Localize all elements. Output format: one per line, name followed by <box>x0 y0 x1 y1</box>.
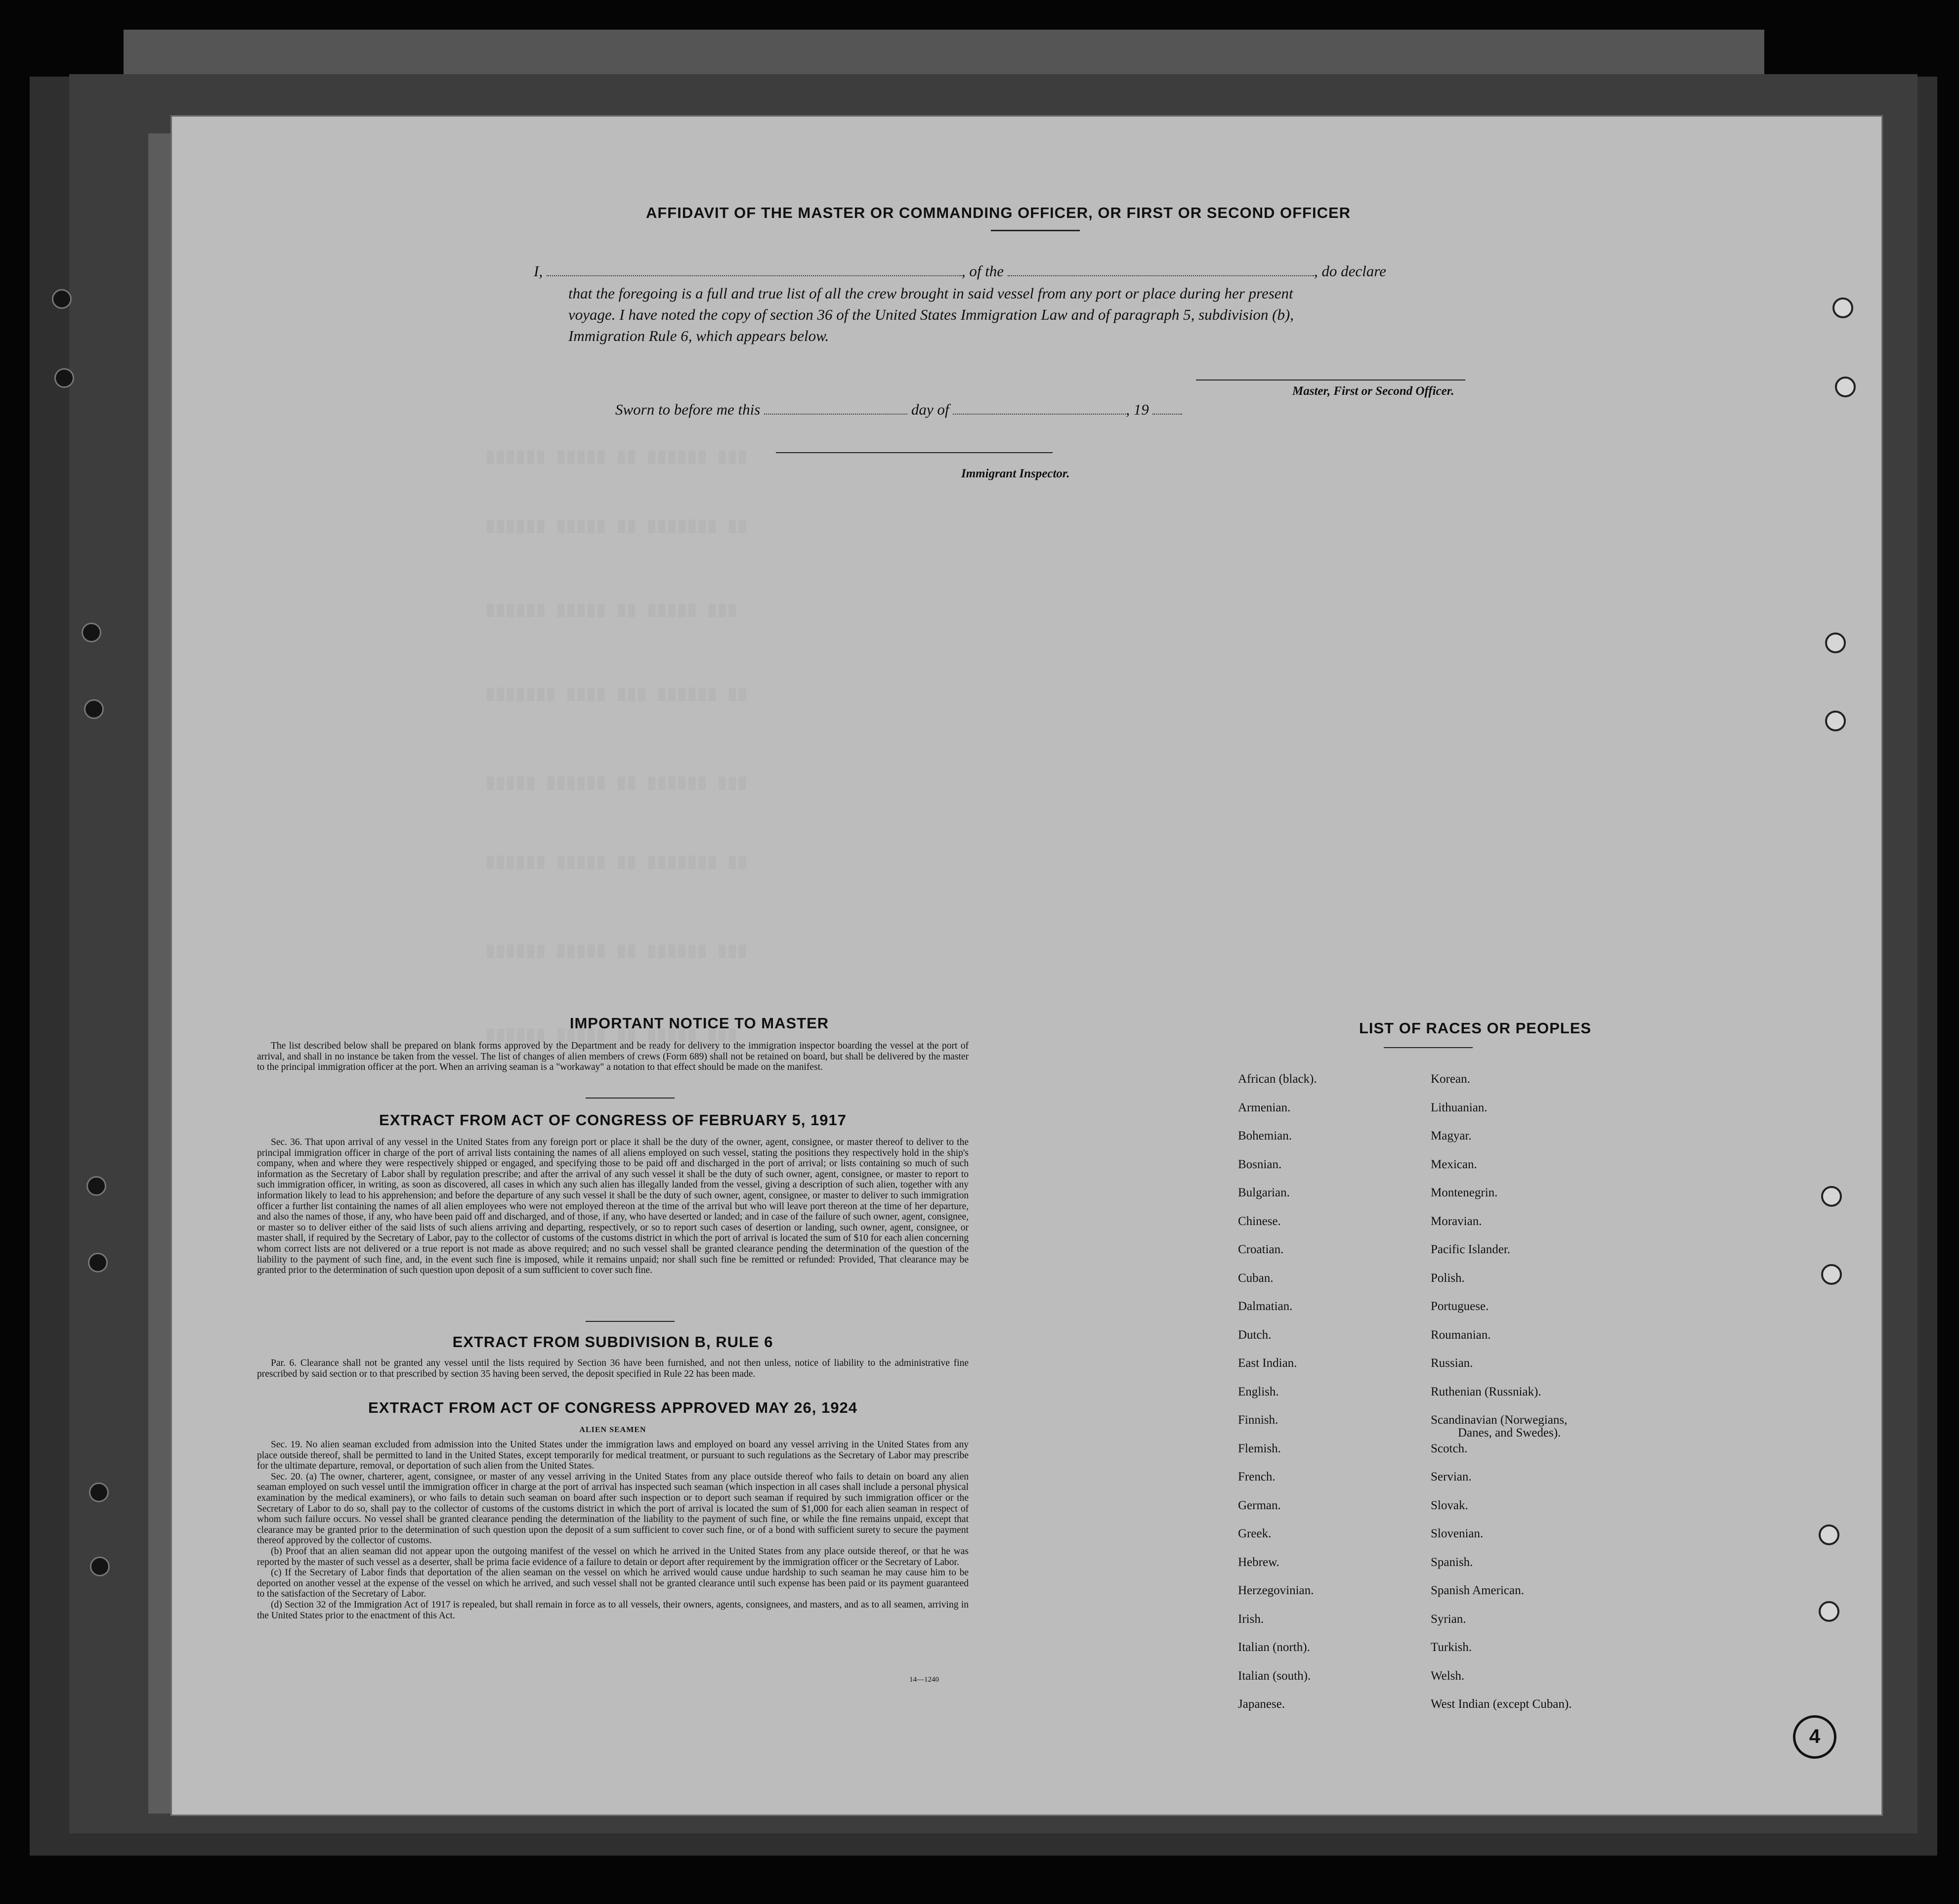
race-item: Portuguese. <box>1431 1300 1489 1313</box>
race-item: Slovak. <box>1431 1498 1468 1512</box>
bleed-through-row: ▒▒▒▒▒▒ ▒▒▒▒▒ ▒▒ ▒▒▒▒▒▒▒ ▒▒ <box>487 520 749 534</box>
race-item: Montenegrin. <box>1431 1186 1498 1199</box>
inspector-signature-label: Immigrant Inspector. <box>961 467 1070 480</box>
sworn-month-field[interactable] <box>953 401 1126 415</box>
title-underline <box>991 230 1080 231</box>
race-item: Chinese. <box>1238 1214 1281 1228</box>
race-item: Croatian. <box>1238 1243 1284 1256</box>
punch-hole <box>1825 633 1846 653</box>
sworn-line <box>615 399 1182 420</box>
race-item: Armenian. <box>1238 1100 1291 1114</box>
extract-rule6-title: EXTRACT FROM SUBDIVISION B, RULE 6 <box>452 1333 773 1351</box>
binder-hole <box>86 1176 106 1196</box>
races-title: LIST OF RACES OR PEOPLES <box>1359 1019 1592 1037</box>
sec-20c-text: (c) If the Secretary of Labor finds that deportation of the alien seaman on the vessel on which he arrived would cause undue hardship to such seaman he may cause him to be deported on another vessel at the expense of the vessel on which he arrived, and such vessel shall not be granted clearance until such expense has been paid or its payment guaranteed to the satisfaction of the Secretary of Labor. <box>257 1567 969 1600</box>
race-item-continuation: Danes, and Swedes). <box>1458 1426 1561 1439</box>
race-item: Roumanian. <box>1431 1328 1491 1342</box>
race-item: Dalmatian. <box>1238 1300 1293 1313</box>
race-item: Turkish. <box>1431 1641 1472 1654</box>
race-item: African (black). <box>1238 1072 1317 1086</box>
race-item: Magyar. <box>1431 1129 1472 1142</box>
race-item: Bohemian. <box>1238 1129 1292 1142</box>
bleed-through-row: ▒▒▒▒▒▒ ▒▒▒▒▒ ▒▒ ▒▒▒▒▒ ▒▒▒ <box>487 604 739 618</box>
sec-19-text: Sec. 19. No alien seaman excluded from admission into the United States under the immigration laws and employed on board any vessel arriving in the United States from any place outside thereof, shall be permitted to land in the United States, except temporarily for medical treatment, or pursuant to such regulations as the Secretary of Labor may prescribe for the ultimate departure, removal, or deportation of such alien from the United States. <box>257 1439 969 1472</box>
race-item: Bulgarian. <box>1238 1186 1290 1199</box>
race-item: Hebrew. <box>1238 1555 1279 1569</box>
race-item: Bosnian. <box>1238 1157 1282 1171</box>
notice-divider <box>586 1098 675 1099</box>
extract-1924-subtitle: ALIEN SEAMEN <box>579 1426 646 1434</box>
vessel-field[interactable] <box>1008 262 1314 276</box>
day-of-label: day of <box>911 401 949 418</box>
binder-hole <box>90 1557 110 1576</box>
inspector-signature-line[interactable] <box>776 452 1053 453</box>
declaration-line-2: that the foregoing is a full and true list of all the crew brought in said vessel from any port or place during her present <box>568 285 1293 302</box>
race-item: Japanese. <box>1238 1697 1285 1711</box>
race-item: Pacific Islander. <box>1431 1243 1511 1256</box>
race-item: Slovenian. <box>1431 1527 1484 1540</box>
bleed-through-row: ▒▒▒▒▒▒ ▒▒▒▒▒ ▒▒ ▒▒▒▒▒▒▒ ▒▒ <box>487 856 749 870</box>
extract-1924-title: EXTRACT FROM ACT OF CONGRESS APPROVED MAY 26, 1924 <box>368 1399 857 1416</box>
extract-1924-body <box>257 1439 969 1621</box>
binder-hole <box>52 289 72 309</box>
bleed-through-row: ▒▒▒▒▒▒ ▒▒▒▒▒ ▒▒ ▒▒▒▒▒▒ ▒▒▒ <box>487 451 749 465</box>
race-item: German. <box>1238 1498 1281 1512</box>
punch-hole <box>1821 1186 1842 1207</box>
word-do-declare: , do declare <box>1314 262 1386 280</box>
extract-1917-divider <box>586 1321 675 1322</box>
affidavit-title: AFFIDAVIT OF THE MASTER OR COMMANDING OFFICER, OR FIRST OR SECOND OFFICER <box>645 204 1351 221</box>
binder-hole <box>89 1482 109 1502</box>
declaration-line-1 <box>534 261 1572 282</box>
race-item: Cuban. <box>1238 1271 1274 1285</box>
word-of-the: , of the <box>961 262 1004 280</box>
notice-text: The list described below shall be prepared on blank forms approved by the Department and be ready for delivery to the immigration inspector boarding the vessel at the port of arrival, and shall in no instance be taken from the vessel. The list of changes of alien members of crews (Form 689) shall not be retained on board, but shall be delivered by the master to the principal immigration officer at the port. When an arriving seaman is a "workaway" a notation to that effect should be made on the manifest. <box>257 1041 969 1073</box>
punch-hole <box>1835 377 1856 397</box>
declaration-line-4: Immigration Rule 6, which appears below. <box>568 327 829 344</box>
bleed-through-row: ▒▒▒▒▒▒▒ ▒▒▒▒ ▒▒▒ ▒▒▒▒▒▒ ▒▒ <box>487 688 749 702</box>
notice-body <box>257 1041 969 1073</box>
declaration-line-3: voyage. I have noted the copy of section 36 of the United States Immigration Law and of paragraph 5, subdivision (b), <box>568 306 1294 323</box>
race-item: Welsh. <box>1431 1669 1465 1683</box>
binder-hole <box>54 368 74 388</box>
race-item: Greek. <box>1238 1527 1272 1540</box>
race-item: Korean. <box>1431 1072 1470 1086</box>
race-item: Ruthenian (Russniak). <box>1431 1385 1541 1398</box>
sworn-day-field[interactable] <box>764 401 907 415</box>
word-i: I, <box>534 262 543 280</box>
race-item: Russian. <box>1431 1356 1473 1370</box>
punch-hole <box>1819 1524 1839 1545</box>
sec-20a-text: Sec. 20. (a) The owner, charterer, agent, consignee, or master of any vessel arriving in the United States from any place outside thereof who fails to detain on board any alien seaman employed on such vessel until the immigration officer in charge at the port of arrival has inspected such seaman (which inspection in all cases shall include a personal physical examination by the medical examiners), or who fails to detain such seaman on board after such inspection or to deport such seaman if required by such immigration officer or the Secretary of Labor to do so, shall pay to the collector of customs of the customs district in which the port of arrival is located the sum of $1,000 for each alien seaman in respect of whom such failure occurs. No vessel shall be granted clearance pending the determination of the liability to the payment of such fine, or while the fine remains unpaid, except that clearance may be granted prior to the determination of such question upon the deposit of a sum sufficient to cover such fine, or of a bond with sufficient surety to secure the payment thereof approved by the collector of customs. <box>257 1471 969 1546</box>
binder-hole <box>88 1253 108 1272</box>
race-item: Dutch. <box>1238 1328 1272 1342</box>
punch-hole <box>1825 711 1846 731</box>
race-item: Syrian. <box>1431 1612 1466 1626</box>
extract-rule6-body <box>257 1358 969 1379</box>
master-signature-label: Master, First or Second Officer. <box>1292 384 1454 398</box>
race-item: Finnish. <box>1238 1413 1278 1427</box>
bleed-through-row: ▒▒▒▒▒▒ ▒▒▒▒▒ ▒▒ ▒▒▒▒▒▒ ▒▒▒ <box>487 945 749 959</box>
race-item: Italian (north). <box>1238 1641 1310 1654</box>
race-item: Spanish American. <box>1431 1584 1524 1597</box>
race-item: Moravian. <box>1431 1214 1482 1228</box>
race-item: Flemish. <box>1238 1441 1281 1455</box>
sworn-label: Sworn to before me this <box>615 401 761 418</box>
race-item: Italian (south). <box>1238 1669 1311 1683</box>
race-item: West Indian (except Cuban). <box>1431 1697 1572 1711</box>
master-signature-line[interactable] <box>1196 380 1465 381</box>
race-item: English. <box>1238 1385 1279 1398</box>
race-item: Lithuanian. <box>1431 1100 1488 1114</box>
race-item: Irish. <box>1238 1612 1264 1626</box>
extract-1917-title: EXTRACT FROM ACT OF CONGRESS OF FEBRUARY 5, 1917 <box>379 1111 847 1129</box>
extract-1917-body <box>257 1137 969 1276</box>
race-item: Polish. <box>1431 1271 1465 1285</box>
race-item: French. <box>1238 1470 1276 1483</box>
extract-rule6-text: Par. 6. Clearance shall not be granted any vessel until the lists required by Section 36 have been furnished, and not then unless, notice of liability to the administrative fine prescribed by said section or to that prescribed by section 35 having been served, the deposit specified in Rule 22 has been made. <box>257 1358 969 1379</box>
race-item: Servian. <box>1431 1470 1472 1483</box>
extract-1917-text: Sec. 36. That upon arrival of any vessel in the United States from any foreign port or place it shall be the duty of the owner, agent, consignee, or master thereof to deliver to the principal immigration officer in charge of the port of arrival lists containing the names of all aliens employed on such vessel, stating the positions they respectively hold in the ship's company, when and where they were respectively shipped or engaged, and specifying those to be paid off and discharged in the port of arrival; or lists containing so much of such information as the Secretary of Labor shall by regulation prescribe; and after the arrival of any such vessel it shall be the duty of such owner, agent, consignee, or master to report to such immigration officer, in writing, as soon as discovered, all cases in which any such alien has illegally landed from the vessel, giving a description of such alien, together with any information likely to lead to his apprehension; and before the departure of any such vessel it shall be the duty of such owner, agent, consignee, or master to deliver to such immigration officer a further list containing the names of all alien employees who were not employed thereon at the time of the arrival but who will leave port thereon at the time of her departure, and also the names of those, if any, who have been paid off and discharged, and of those, if any, who have deserted or landed; and in case of the failure of such owner, agent, consignee, or master so to deliver either of the said lists of such aliens arriving and departing, respectively, or so to report such cases of desertion or landing, such owner, agent, consignee, or master shall, if required by the Secretary of Labor, pay to the collector of customs of the customs district in which the port of arrival is located the sum of $10 for each alien concerning whom correct lists are not delivered or a true report is not made as above required; and no such vessel shall be granted clearance pending the determination of the question of the liability to the payment of such fine, and, in the event such fine is imposed, while it remains unpaid; nor shall such fine be remitted or refunded: Provided, That clearance may be granted prior to the determination of such question upon deposit of a sum sufficient to cover such fine. <box>257 1137 969 1276</box>
seal-stamp: 4 <box>1793 1715 1836 1759</box>
bleed-through-row: ▒▒▒▒▒ ▒▒▒▒▒▒ ▒▒ ▒▒▒▒▒▒ ▒▒▒ <box>487 777 749 791</box>
race-item: Spanish. <box>1431 1555 1473 1569</box>
races-underline <box>1384 1047 1473 1048</box>
binder-hole <box>82 623 101 642</box>
race-item: Scandinavian (Norwegians, <box>1431 1413 1568 1427</box>
punch-hole <box>1821 1264 1842 1285</box>
notice-title: IMPORTANT NOTICE TO MASTER <box>569 1015 829 1032</box>
race-item: Scotch. <box>1431 1441 1468 1455</box>
binder-hole <box>84 699 104 719</box>
form-number: 14—1240 <box>909 1676 939 1684</box>
year-label: , 19 <box>1126 401 1149 418</box>
sec-20b-text: (b) Proof that an alien seaman did not appear upon the outgoing manifest of the vessel on which he arrived in the United States from any place outside thereof, or that he was reported by the master of such vessel as a deserter, shall be prima facie evidence of a failure to detain or deport after requirement by the immigration officer or the Secretary of Labor. <box>257 1546 969 1567</box>
sec-20d-text: (d) Section 32 of the Immigration Act of 1917 is repealed, but shall remain in force as to all vessels, their owners, agents, consignees, and masters, and as to all seamen, arriving in the United States prior to the enactment of this Act. <box>257 1599 969 1621</box>
form-sheet <box>170 115 1883 1816</box>
bleed-through-row: ▒▒▒▒▒▒ ▒▒▒▒▒ ▒▒ ▒▒▒▒▒ ▒▒▒ <box>487 1029 739 1043</box>
punch-hole <box>1832 297 1853 318</box>
race-item: East Indian. <box>1238 1356 1297 1370</box>
race-item: Mexican. <box>1431 1157 1477 1171</box>
race-item: Herzegovinian. <box>1238 1584 1314 1597</box>
punch-hole <box>1819 1601 1839 1622</box>
sworn-year-field[interactable] <box>1152 401 1182 415</box>
name-field[interactable] <box>547 262 962 276</box>
